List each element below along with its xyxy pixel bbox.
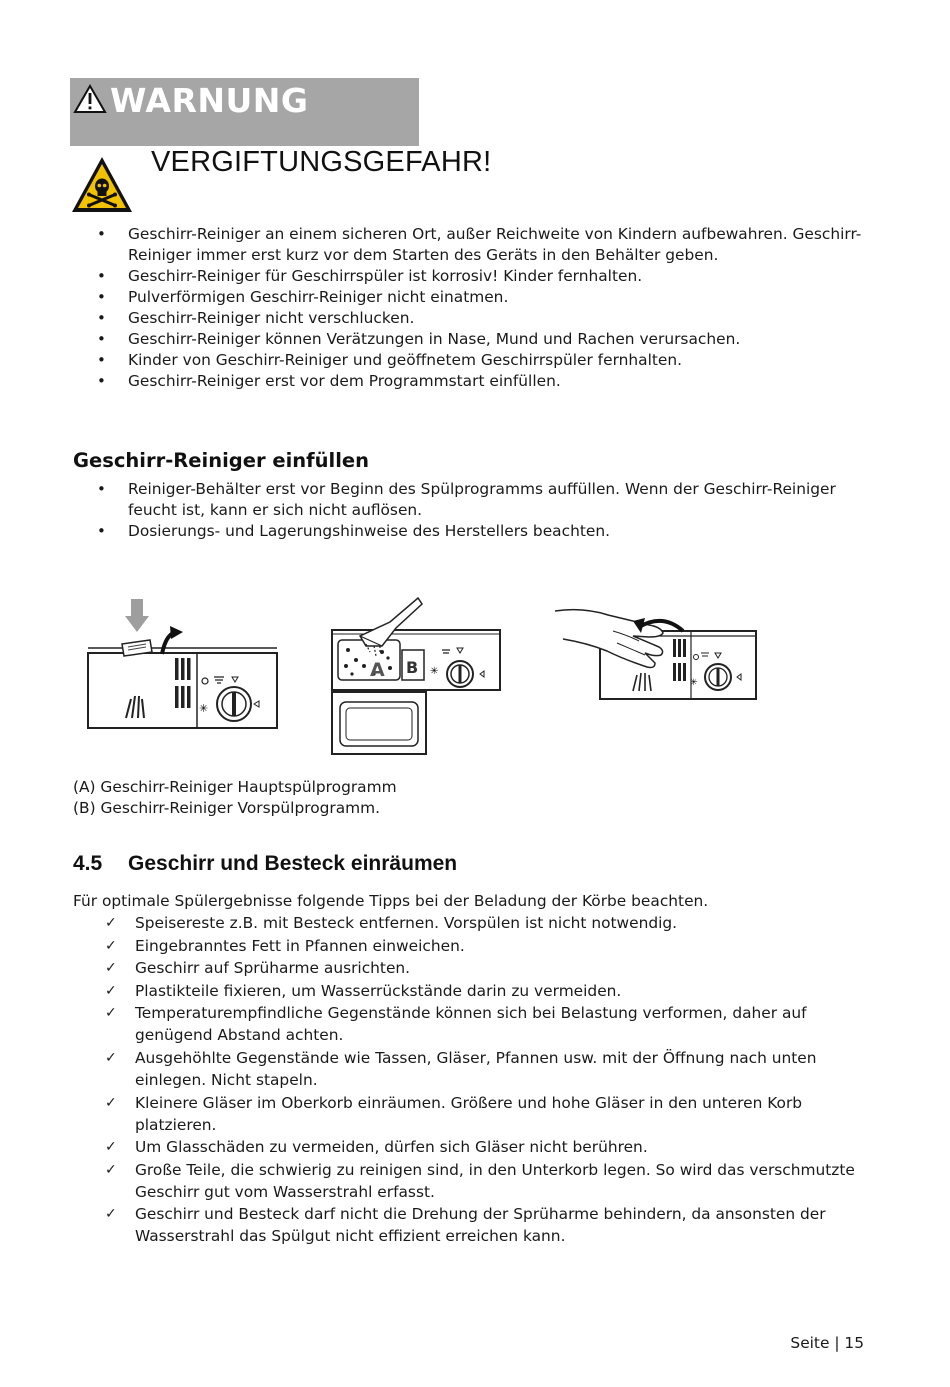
svg-text:✳: ✳ [430, 666, 439, 677]
list-item: ✓ Kleinere Gläser im Oberkorb einräumen. Größere und hohe Gläser in den unteren Korb platzieren. [105, 1093, 803, 1134]
list-item: ✓ Geschirr auf Sprüharme ausrichten. [105, 959, 411, 978]
section-number: 4.5 [73, 852, 103, 875]
check-icon: ✓ [105, 960, 117, 977]
check-icon: ✓ [105, 937, 117, 954]
list-item: ✓ Geschirr und Besteck darf nicht die Drehung der Sprüharme behindern, da ansonsten der Wasserstrahl das Spülgut nicht effizient erreichen kann. [105, 1205, 826, 1246]
dispenser-closing-illustration [553, 603, 761, 707]
section-intro: Für optimale Spülergebnisse folgende Tipps bei der Beladung der Körbe beachten. [73, 892, 709, 910]
list-item: ✓ Plastikteile fixieren, um Wasserrückstände darin zu vermeiden. [105, 981, 622, 1000]
warning-banner [70, 78, 419, 146]
list-item: ✓ Um Glasschäden zu vermeiden, dürfen sich Gläser nicht berühren. [105, 1138, 648, 1157]
list-item: • Pulverförmigen Geschirr-Reiniger nicht einatmen. [73, 287, 863, 308]
dispenser-open-illustration [330, 594, 505, 758]
fill-list [73, 479, 863, 542]
warning-triangle-icon [73, 84, 107, 114]
check-icon: ✓ [105, 1049, 117, 1066]
check-icon: ✓ [105, 1139, 117, 1156]
hazard-title: VERGIFTUNGSGEFAHR! [151, 146, 492, 178]
check-icon: ✓ [105, 1206, 117, 1223]
check-icon: ✓ [105, 982, 117, 999]
compartment-b-label: B [406, 658, 419, 677]
warning-list [73, 224, 863, 392]
dispenser-closed-illustration [84, 596, 284, 736]
list-item: ✓ Eingebranntes Fett in Pfannen einweichen. [105, 936, 465, 955]
caption-a: (A) Geschirr-Reiniger Hauptspülprogramm [73, 778, 397, 796]
section-heading-45 [73, 852, 457, 876]
check-icon: ✓ [105, 1161, 117, 1178]
tips-list [73, 912, 873, 1248]
list-item: • Kinder von Geschirr-Reiniger und geöffnetem Geschirrspüler fernhalten. [73, 350, 863, 371]
list-item: ✓ Ausgehöhlte Gegenstände wie Tassen, Gläser, Pfannen usw. mit der Öffnung nach unten einlegen. Nicht stapeln. [105, 1048, 817, 1089]
check-icon: ✓ [105, 1005, 117, 1022]
list-item: • Geschirr-Reiniger können Verätzungen in Nase, Mund und Rachen verursachen. [73, 329, 863, 350]
list-item: ✓ Temperaturempfindliche Gegenstände können sich bei Belastung verformen, daher auf genügend Abstand achten. [105, 1004, 807, 1045]
list-item: • Geschirr-Reiniger erst vor dem Programmstart einfüllen. [73, 371, 863, 392]
list-item: • Geschirr-Reiniger nicht verschlucken. [73, 308, 863, 329]
section-heading: Geschirr-Reiniger einfüllen [73, 449, 370, 472]
poison-hazard-icon [70, 155, 134, 214]
list-item: • Reiniger-Behälter erst vor Beginn des Spülprogramms auffüllen. Wenn der Geschirr-Reiniger feucht ist, kann er sich nicht auflösen. [73, 479, 863, 521]
check-icon: ✓ [105, 915, 117, 931]
list-item: • Geschirr-Reiniger an einem sicheren Ort, außer Reichweite von Kindern aufbewahren. Geschirr-Reiniger immer erst kurz vor dem Starten des Geräts in den Behälter geben. [73, 224, 863, 266]
list-item: ✓ Speisereste z.B. mit Besteck entfernen. Vorspülen ist nicht notwendig. [105, 914, 678, 932]
page-number: Seite | 15 [790, 1334, 864, 1352]
list-item: • Geschirr-Reiniger für Geschirrspüler ist korrosiv! Kinder fernhalten. [73, 266, 863, 287]
svg-text:✳: ✳ [690, 678, 698, 688]
list-item: ✓ Große Teile, die schwierig zu reinigen sind, in den Unterkorb legen. So wird das verschmutzte Geschirr gut vom Wasserstrahl erfasst. [105, 1160, 855, 1201]
check-icon: ✓ [105, 1094, 117, 1111]
list-item: • Dosierungs- und Lagerungshinweise des Herstellers beachten. [73, 521, 863, 542]
caption-b: (B) Geschirr-Reiniger Vorspülprogramm. [73, 799, 381, 817]
compartment-a-label: A [370, 659, 385, 681]
svg-text:✳: ✳ [199, 702, 209, 715]
warning-label: WARNUNG [110, 81, 309, 120]
section-title: Geschirr und Besteck einräumen [128, 852, 458, 875]
